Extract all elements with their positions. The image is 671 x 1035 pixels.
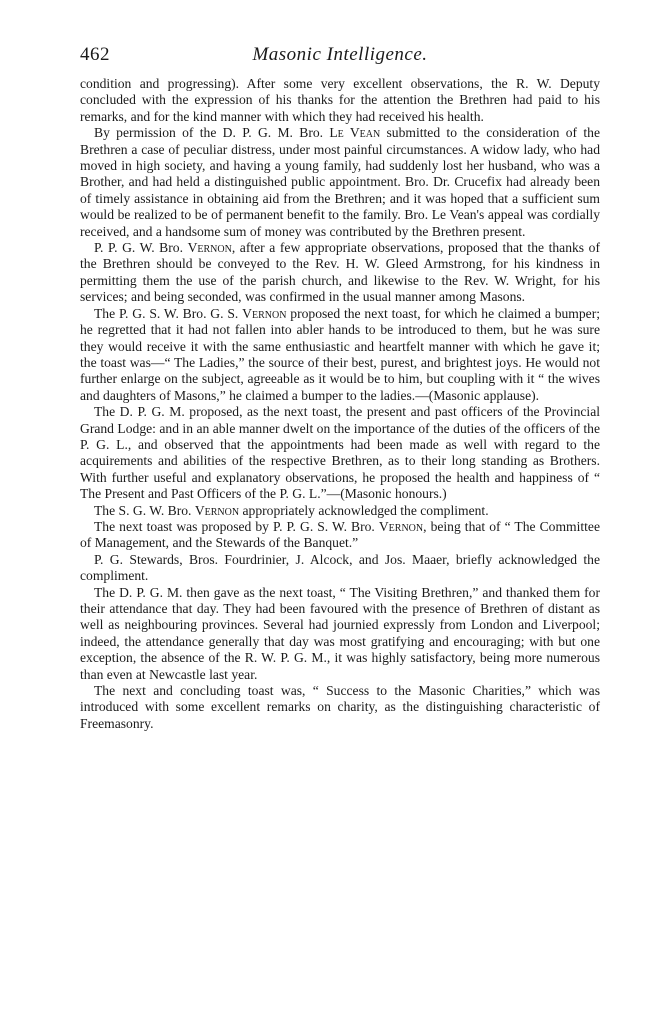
paragraph [80,240,600,306]
text-run: The next and concluding toast was, “ Success to the Masonic Charities,” which was introduced with some excellent remarks on charity, as the distinguishing characteristic of Freemasonry. [80,683,600,731]
text-run: appropriately acknowledged the compliment. [239,502,489,518]
text-run: , after a few appropriate observations, proposed that the thanks of the Brethren should be conveyed to the Rev. H. W. Gleed Armstrong, for his kindness in permitting them the use of the parish church, and likewise to the Rev. W. Wright, for his services; and being seconded, was confirmed in the usual manner among Masons. [80,240,600,305]
name-smallcaps: Vernon [378,518,424,534]
text-run: The D. P. G. M. proposed, as the next toast, the present and past officers of the Provincial Grand Lodge: and in an able manner dwelt on the importance of the duties of the officers of the P. G. L., and observed that the appointments had been made as well with regard to the acquirements and abilities of the respective Brethren, as to their long standing as Brothers. With further useful and explanatory observations, he proposed the health and happiness of “ The Present and Past Officers of the P. G. L.”—(Masonic honours.) [80,404,600,502]
text-run: , being that of “ The Committee of Management, and the Stewards of the Banquet.” [80,518,600,551]
text-run: P. P. G. W. Bro. [94,240,188,256]
text-run: The S. G. W. Bro. [94,502,195,518]
running-title: Masonic Intelligence. [252,44,428,65]
text-run: The D. P. G. M. then gave as the next toast, “ The Visiting Brethren,” and thanked them for their attendance that day. They had been favoured with the presence of Brethren of distant as well as neighbouring provinces. Several had journied expressly from London and Liverpool; indeed, the attendance generally that day was most gratifying and encouraging; with but one exception, the absence of the R. W. P. G. M., it was highly satisfactory, being more numerous than even at Newcastle last year. [80,584,600,682]
name-smallcaps: Vernon [194,502,240,518]
name-smallcaps: Vernon [242,305,287,321]
paragraph [80,519,600,552]
page-header [80,44,600,72]
name-smallcaps: Le Vean [329,125,381,141]
paragraph [80,76,600,125]
document-page [80,44,600,732]
paragraph [80,683,600,732]
paragraph [80,552,600,585]
paragraph [80,404,600,502]
text-run: proposed the next toast, for which he claimed a bumper; he regretted that it had not fallen into abler hands to be introduced to them, but he was sure they would receive it with the same enthusiastic and heartfelt manner with which he gave it; the toast was—“ The Ladies,” the source of their best, purest, and brightest joys. He would not further enlarge on the subject, agreeable as it would be to him, but coupling with it “ the wives and daughters of Masons,” he claimed a bumper to the ladies.—(Masonic applause). [80,305,600,403]
text-run: condition and progressing). After some very excellent observations, the R. W. Deputy concluded with the expression of his thanks for the attention the Brethren had paid to his remarks, and for the kind manner with which they had received his health. [80,76,600,124]
article-body [80,76,600,732]
paragraph [80,125,600,240]
paragraph [80,585,600,683]
paragraph [80,306,600,404]
name-smallcaps: Vernon [187,240,232,256]
text-run: The next toast was proposed by P. P. G. S. W. Bro. [94,518,379,534]
page-number: 462 [80,44,110,65]
text-run: The P. G. S. W. Bro. G. S. [94,305,243,321]
text-run: P. G. Stewards, Bros. Fourdrinier, J. Alcock, and Jos. Maaer, briefly acknowledged the compliment. [80,551,600,584]
paragraph [80,503,600,519]
text-run: By permission of the D. P. G. M. Bro. [94,125,330,141]
text-run: submitted to the consideration of the Brethren a case of peculiar distress, under most painful circumstances. A widow lady, who had moved in high society, and having a young family, had suddenly lost her husband, who was a Brother, and had held a distinguished public appointment. Bro. Dr. Crucefix had already been of timely assistance in obtaining aid from the Brethren; and it was hoped that a sufficient sum would be realized to be of permanent benefit to the family. Bro. Le Vean's appeal was cordially received, and a handsome sum of money was contributed by the Brethren present. [80,125,600,239]
